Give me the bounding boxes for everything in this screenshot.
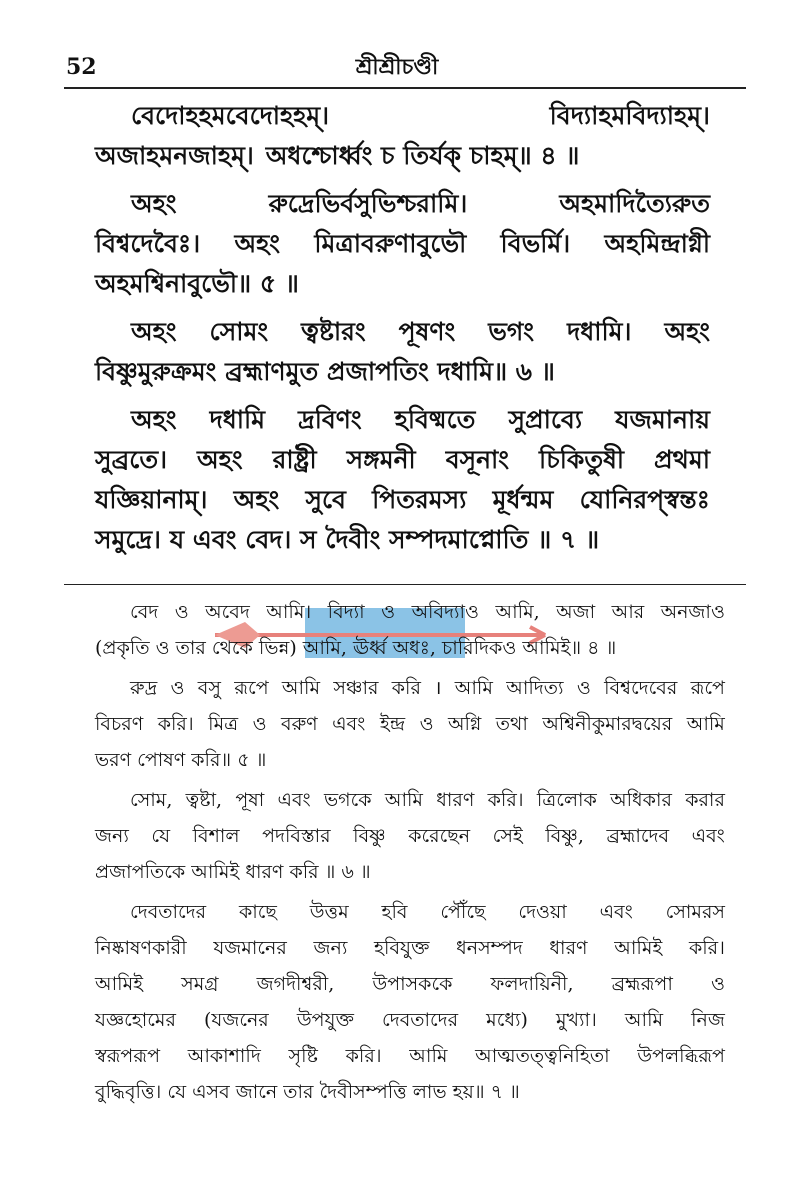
translation-word: আমি। (266, 601, 312, 623)
translation-word: এবং (332, 713, 366, 735)
verse-line (95, 184, 710, 224)
translation-word: আমি (624, 1009, 664, 1031)
verse-line (95, 352, 710, 392)
translation-word: (যজনের (203, 1009, 269, 1031)
verse-stanza (95, 96, 710, 176)
translation-word: করি। (345, 1045, 382, 1067)
verse-word: অধশ্চোর্ধ্বং চ তির্যক্ চাহম্॥ ৪ ॥ (265, 141, 580, 170)
translation-word: জন্য (95, 825, 129, 847)
translation-line (95, 630, 725, 666)
translation-paragraph (95, 670, 725, 778)
translation-word: এবং (691, 825, 725, 847)
translation-word: বিষ্ণু (353, 825, 386, 847)
verse-word: যোনিরপ্স্বন্তঃ (579, 485, 710, 514)
translation-word: আমিই (614, 937, 663, 959)
verse-word: সুপ্রাব্যে (508, 405, 583, 434)
verse-line (95, 400, 710, 440)
translation-word: পূষা (235, 789, 265, 811)
translation-word: ও (381, 601, 396, 623)
verse-stanza (95, 184, 710, 304)
verse-word: যজমানায় (615, 405, 710, 434)
translation-word: পৌঁছে (440, 901, 486, 923)
translation-word: করি। (688, 937, 725, 959)
translation-paragraph (95, 894, 725, 1110)
translation-word: আমি, (495, 601, 540, 623)
translation-word: উপাসককে (372, 973, 453, 995)
translation-line (95, 1002, 725, 1038)
verse-word: যজ্ঞিয়ানাম্। (95, 485, 208, 514)
translation-word: উপলব্ধিরূপ (637, 1045, 725, 1067)
translation-word: । (434, 677, 442, 699)
translation-word: বিশাল (192, 825, 240, 847)
translation-word: মুখ্যা। (556, 1009, 597, 1031)
translation-word: বেদ (130, 601, 159, 623)
verse-word: পিতরমস্য (372, 485, 467, 514)
section-divider (64, 584, 746, 585)
translation-word: জন্য (313, 937, 348, 959)
verse-word: পূষণং (398, 317, 456, 346)
translation-word: অধিকার (610, 789, 672, 811)
translation-word: তথা (495, 713, 528, 735)
translation-line (95, 1038, 725, 1074)
translation-word: জগদীশ্বরী, (256, 973, 335, 995)
translation-word: করি। (487, 789, 524, 811)
verse-word: অজাহমনজাহম্। (95, 141, 254, 170)
translation-word: ইন্দ্র (379, 713, 406, 735)
translation-word: যজমানের (213, 937, 287, 959)
translation-line (95, 818, 725, 854)
translation-word: স্বরূপরূপ (95, 1045, 161, 1067)
translation-line (95, 854, 725, 890)
translation-word: রূপে (234, 677, 269, 699)
verse-line (95, 264, 710, 304)
translation-word: যজ্ঞহোমের (95, 1009, 176, 1031)
verse-stanza (95, 400, 710, 560)
header-rule (64, 87, 746, 89)
verse-word: রাষ্ট্রী (272, 445, 317, 474)
translation-line (95, 742, 725, 778)
translation-word: আমি (454, 677, 493, 699)
verse-word: বিভর্মি। (500, 229, 571, 258)
verse-line (95, 520, 710, 560)
verse-word: অহমাদিত্যৈরুত (559, 189, 710, 218)
translation-word: সোম, (130, 789, 173, 811)
translation-word: আদিত্য (506, 677, 564, 699)
translation-word: যে (151, 825, 171, 847)
translation-word: আর (611, 601, 645, 623)
verse-word: মিত্রাবরুণাবুভৌ (314, 229, 467, 258)
translation-text: প্রজাপতিকে আমিই ধারণ করি ॥ ৬ ॥ (95, 861, 371, 883)
verse-word: অহং (131, 189, 177, 218)
translation-word: সোমরস (665, 901, 725, 923)
sanskrit-verse-block (95, 96, 710, 568)
translation-word: করি (391, 677, 421, 699)
translation-line (95, 670, 725, 706)
translation-word: আমি (686, 713, 725, 735)
verse-word: সমুদ্রে। য এবং বেদ। স দৈবীং সম্পদমাপ্নোতি ॥ ৭ ॥ (95, 525, 600, 554)
verse-word: দ্রবিণং (298, 405, 362, 434)
translation-word: মধ্যে) (486, 1009, 528, 1031)
translation-line (95, 706, 725, 742)
translation-word: করেছেন (408, 825, 471, 847)
translation-word: বিচরণ (95, 713, 144, 735)
translation-word: ও (170, 677, 185, 699)
translation-line (95, 894, 725, 930)
verse-line (95, 480, 710, 520)
translation-word: ভগকে (324, 789, 372, 811)
translation-word: অনজাও (660, 601, 725, 623)
translation-word: ধারণ (549, 937, 588, 959)
verse-stanza (95, 312, 710, 392)
translation-word: বরুণ (281, 713, 318, 735)
translation-word: ফলদায়িনী, (490, 973, 574, 995)
translation-word: হবিযুক্ত (374, 937, 430, 959)
page-number: 52 (66, 54, 97, 80)
translation-line (95, 966, 725, 1002)
translation-line (95, 1074, 725, 1110)
verse-word: অহমশ্বিনাবুভৌ॥ ৫ ॥ (95, 269, 299, 298)
verse-word: বিদ্যাহমবিদ্যাহম্। (549, 101, 710, 130)
translation-line (95, 594, 725, 630)
translation-word: আত্মতত্ত্বনিহিতা (475, 1045, 610, 1067)
translation-word: নিষ্কাষণকারী (95, 937, 187, 959)
translation-paragraph (95, 782, 725, 890)
verse-word: ত্বষ্টারং (301, 317, 366, 346)
translation-word: করার (685, 789, 725, 811)
translation-word: সমগ্র (181, 973, 219, 995)
verse-word: অহং (233, 485, 280, 514)
verse-line (95, 312, 710, 352)
bengali-translation-block (95, 594, 725, 1114)
verse-word: রুদ্রেভির্বসুভিশ্চরামি। (268, 189, 468, 218)
translation-word: অবিদ্যাও (411, 601, 480, 623)
translation-word: পদবিস্তার (262, 825, 331, 847)
verse-word: অহং (131, 405, 177, 434)
translation-word: আকাশাদি (187, 1045, 261, 1067)
translation-word: সৃষ্টি (288, 1045, 318, 1067)
verse-word: বিষ্ণুমুরুক্রমং ব্রহ্মাণমুত প্রজাপতিং দধামি॥ ৬ ॥ (95, 357, 555, 386)
translation-word: ধনসম্পদ (456, 937, 523, 959)
translation-word: ত্রিলোক (536, 789, 597, 811)
translation-word: রূপে (690, 677, 725, 699)
translation-word: এবং (599, 901, 633, 923)
translation-word: বসু (197, 677, 221, 699)
verse-word: সুবে (305, 485, 346, 514)
translation-word: ও (710, 973, 725, 995)
translation-line (95, 930, 725, 966)
translation-word: আমি (281, 677, 321, 699)
verse-word: অহমিন্দ্রাগ্নী (604, 229, 710, 258)
translation-word: অবেদ (205, 601, 250, 623)
verse-word: বসূনাং (445, 445, 510, 474)
translation-word: দেবতাদের (130, 901, 207, 923)
translation-word: ধারণ (436, 789, 475, 811)
translation-word: ও (419, 713, 434, 735)
translation-line (95, 782, 725, 818)
translation-text: (প্রকৃতি ও তার থেকে ভিন্ন) আমি, ঊর্ধ্ব অধঃ, চারিদিকও আমিই॥ ৪ ॥ (95, 637, 617, 659)
verse-line (95, 96, 710, 136)
running-header-title: শ্রীশ্রীচণ্ডী (355, 54, 439, 80)
verse-word: অহং (234, 229, 281, 258)
verse-word: অহং (197, 445, 243, 474)
verse-word: দধামি (209, 405, 266, 434)
translation-text: ভরণ পোষণ করি॥ ৫ ॥ (95, 749, 267, 771)
translation-word: সঞ্চার (333, 677, 379, 699)
translation-word: বিশ্বদেবের (604, 677, 678, 699)
translation-word: আমি (384, 789, 423, 811)
translation-word: আমিই (95, 973, 144, 995)
translation-word: কাছে (238, 901, 277, 923)
verse-word: চিকিতুষী (539, 445, 625, 474)
verse-word: হবিষ্মতে (394, 405, 476, 434)
verse-word: অহং (664, 317, 710, 346)
verse-word: অহং (131, 317, 177, 346)
translation-word: করি। (157, 713, 194, 735)
translation-word: ব্রহ্মাদেব (606, 825, 670, 847)
translation-word: ও (252, 713, 267, 735)
translation-word: আমি (409, 1045, 448, 1067)
translation-word: হবি (381, 901, 408, 923)
translation-word: অগ্নি (448, 713, 482, 735)
verse-word: প্রথমা (654, 445, 710, 474)
translation-word: দেবতাদের (382, 1009, 459, 1031)
translation-word: সেই (492, 825, 523, 847)
verse-word: ভগং (488, 317, 535, 346)
translation-word: রুদ্র (130, 677, 158, 699)
translation-word: দেওয়া (518, 901, 567, 923)
verse-word: দধামি। (567, 317, 632, 346)
verse-line (95, 136, 710, 176)
translation-text: বুদ্ধিবৃত্তি। যে এসব জানে তার দৈবীসম্পত্তি লাভ হয়॥ ৭ ॥ (95, 1081, 520, 1103)
translation-word: অজা (556, 601, 596, 623)
translation-word: উত্তম (309, 901, 349, 923)
verse-line (95, 224, 710, 264)
translation-word: বিষ্ণু, (545, 825, 584, 847)
verse-word: বেদোহহমবেদোহহম্। (131, 101, 330, 130)
translation-word: মিত্র (208, 713, 239, 735)
translation-word: ব্রহ্মরূপা (611, 973, 673, 995)
verse-word: সোমং (209, 317, 269, 346)
verse-word: সঙ্গমনী (346, 445, 416, 474)
verse-word: বিশ্বদেবৈঃ। (95, 229, 201, 258)
translation-word: এবং (277, 789, 311, 811)
translation-word: ও (576, 677, 591, 699)
translation-word: অশ্বিনীকুমারদ্বয়ের (542, 713, 673, 735)
translation-word: ত্বষ্টা, (185, 789, 223, 811)
verse-line (95, 440, 710, 480)
translation-paragraph (95, 594, 725, 666)
translation-word: ও (174, 601, 189, 623)
verse-word: মূর্ধন্মম (492, 485, 554, 514)
translation-word: নিজ (691, 1009, 725, 1031)
verse-word: সুব্রতে। (95, 445, 168, 474)
translation-word: বিদ্যা (327, 601, 365, 623)
translation-word: উপযুক্ত (296, 1009, 354, 1031)
